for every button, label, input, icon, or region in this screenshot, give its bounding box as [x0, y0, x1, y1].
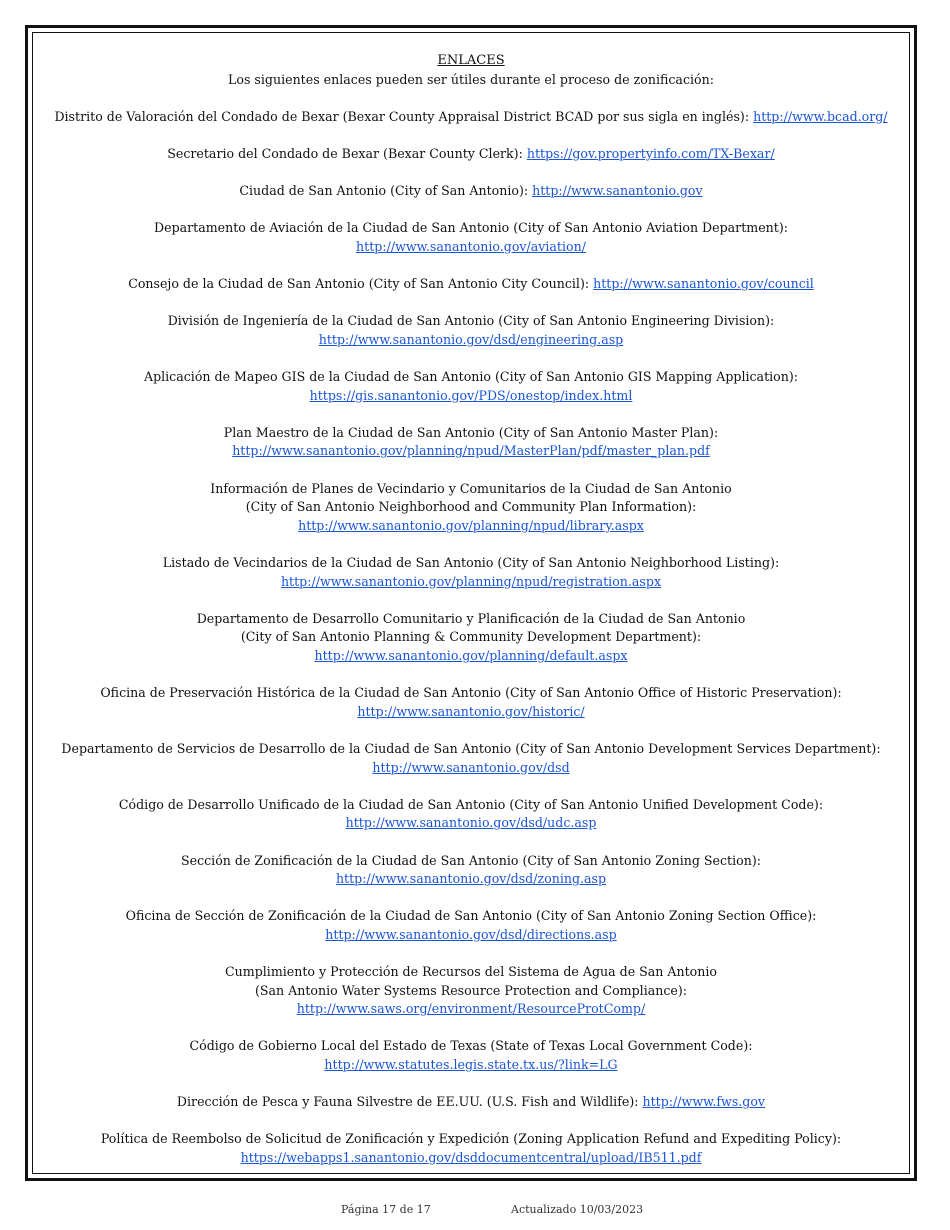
link-entry	[28, 219, 914, 256]
link-url[interactable]: http://www.sanantonio.gov/dsd/udc.asp	[345, 815, 597, 831]
link-entry-label: Oficina de Sección de Zonificación de la Ciudad de San Antonio (City of San Antonio Zoning Section Office):	[125, 908, 817, 924]
link-entry-label: Listado de Vecindarios de la Ciudad de San Antonio (City of San Antonio Neighborhood Listing):	[162, 555, 780, 571]
link-entry	[28, 907, 914, 944]
link-entry-line	[28, 852, 914, 871]
link-entry-line	[28, 554, 914, 573]
link-entry-label: Sección de Zonificación de la Ciudad de San Antonio (City of San Antonio Zoning Section):	[181, 852, 761, 868]
link-entry	[28, 796, 914, 833]
link-url[interactable]: http://www.sanantonio.gov/historic/	[357, 703, 585, 719]
page-border	[25, 25, 917, 1181]
link-url-line	[28, 517, 914, 536]
link-entry-label: Departamento de Servicios de Desarrollo de la Ciudad de San Antonio (City of San Antonio Development Services Department):	[61, 740, 881, 756]
updated-date: Actualizado 10/03/2023	[511, 1203, 644, 1216]
intro-text: Los siguientes enlaces pueden ser útiles durante el proceso de zonificación:	[228, 71, 714, 87]
link-entry-label: Código de Gobierno Local del Estado de Texas (State of Texas Local Government Code):	[189, 1038, 753, 1054]
link-entry	[28, 1037, 914, 1074]
links-section	[28, 52, 914, 1186]
link-entry-label: Política de Reembolso de Solicitud de Zonificación y Expedición (Zoning Application Refund and Expediting Policy):	[100, 1131, 842, 1147]
link-url[interactable]: http://www.sanantonio.gov/dsd/directions.asp	[325, 926, 617, 942]
page-number: Página 17 de 17	[341, 1203, 431, 1216]
link-url[interactable]: https://webapps1.sanantonio.gov/dsddocumentcentral/upload/IB511.pdf	[240, 1150, 702, 1166]
link-entry-label: (San Antonio Water Systems Resource Protection and Compliance):	[254, 982, 688, 998]
link-entry	[28, 852, 914, 889]
link-entry-label: Consejo de la Ciudad de San Antonio (City of San Antonio City Council):	[128, 276, 590, 292]
link-entry	[28, 182, 914, 201]
link-entry-line	[28, 982, 914, 1001]
link-url[interactable]: http://www.sanantonio.gov/dsd	[372, 759, 570, 775]
page-title: ENLACES	[437, 53, 505, 68]
link-entry-line	[28, 480, 914, 499]
link-entry-line	[28, 424, 914, 443]
link-entry-line	[28, 368, 914, 387]
link-entry-label: Ciudad de San Antonio (City of San Antonio):	[239, 183, 529, 199]
link-entry-label: Secretario del Condado de Bexar (Bexar County Clerk):	[167, 145, 523, 161]
link-entry-label: Aplicación de Mapeo GIS de la Ciudad de San Antonio (City of San Antonio GIS Mapping Application):	[143, 369, 799, 385]
link-url[interactable]: http://www.saws.org/environment/ResourceProtComp/	[296, 1001, 646, 1017]
link-entry-line	[28, 498, 914, 517]
link-entry-line	[28, 108, 914, 127]
link-entry-line	[28, 963, 914, 982]
link-entry	[28, 554, 914, 591]
link-url[interactable]: http://www.bcad.org/	[753, 108, 888, 124]
link-url-line	[28, 870, 914, 889]
link-entry-label: División de Ingeniería de la Ciudad de San Antonio (City of San Antonio Engineering Division):	[167, 313, 775, 329]
link-url[interactable]: https://gis.sanantonio.gov/PDS/onestop/index.html	[309, 387, 633, 403]
link-entry-label: Dirección de Pesca y Fauna Silvestre de EE.UU. (U.S. Fish and Wildlife):	[176, 1094, 639, 1110]
link-url-line	[28, 442, 914, 461]
link-entry-line	[28, 219, 914, 238]
link-entry-label: (City of San Antonio Neighborhood and Community Plan Information):	[245, 499, 697, 515]
link-url-line	[28, 703, 914, 722]
link-entry-line	[28, 610, 914, 629]
link-url-line	[28, 1149, 914, 1168]
link-url[interactable]: http://www.fws.gov	[642, 1094, 766, 1110]
link-url-line	[28, 926, 914, 945]
link-entry	[28, 610, 914, 666]
link-entry-label: Departamento de Aviación de la Ciudad de San Antonio (City of San Antonio Aviation Department):	[154, 220, 788, 236]
link-url-line	[28, 238, 914, 257]
link-url[interactable]: http://www.sanantonio.gov/planning/default.aspx	[314, 648, 628, 663]
link-entry-line	[28, 907, 914, 926]
link-entry-line	[28, 182, 914, 201]
link-url-line	[28, 387, 914, 406]
link-url[interactable]: http://www.sanantonio.gov/aviation/	[356, 238, 586, 254]
link-entry-line	[28, 628, 914, 647]
link-entry-label: Distrito de Valoración del Condado de Bexar (Bexar County Appraisal District BCAD por sus sigla en inglés):	[54, 108, 750, 124]
link-entry-line	[28, 312, 914, 331]
link-entry	[28, 1130, 914, 1167]
link-entry	[28, 312, 914, 349]
link-url[interactable]: http://www.statutes.legis.state.tx.us/?link=LG	[324, 1057, 618, 1073]
link-entry-label: Plan Maestro de la Ciudad de San Antonio (City of San Antonio Master Plan):	[223, 424, 719, 440]
link-entry-label: Información de Planes de Vecindario y Comunitarios de la Ciudad de San Antonio	[210, 480, 732, 496]
link-entry-line	[28, 684, 914, 703]
link-url[interactable]: http://www.sanantonio.gov/planning/npud/MasterPlan/pdf/master_plan.pdf	[232, 443, 710, 459]
link-url[interactable]: http://www.sanantonio.gov/planning/npud/library.aspx	[298, 517, 644, 533]
link-entry-line	[28, 796, 914, 815]
link-url-line	[28, 573, 914, 592]
link-entry	[28, 963, 914, 1019]
link-entry	[28, 145, 914, 164]
link-entry-label: Departamento de Desarrollo Comunitario y Planificación de la Ciudad de San Antonio	[196, 610, 746, 626]
link-url-line	[28, 1056, 914, 1075]
link-entry	[28, 740, 914, 777]
link-url-line	[28, 814, 914, 833]
link-entry	[28, 108, 914, 127]
links-list	[28, 108, 914, 1168]
link-url[interactable]: http://www.sanantonio.gov/council	[593, 276, 814, 292]
link-entry	[28, 424, 914, 461]
link-entry-line	[28, 740, 914, 759]
link-url-line	[28, 1000, 914, 1019]
link-entry-line	[28, 275, 914, 294]
link-url[interactable]: http://www.sanantonio.gov	[532, 183, 703, 199]
link-url-line	[28, 759, 914, 778]
link-url[interactable]: http://www.sanantonio.gov/dsd/engineering.asp	[318, 331, 624, 347]
link-entry-label: Código de Desarrollo Unificado de la Ciudad de San Antonio (City of San Antonio Unified Development Code):	[118, 796, 824, 812]
link-entry	[28, 275, 914, 294]
link-entry	[28, 684, 914, 721]
link-entry	[28, 368, 914, 405]
link-entry-label: Cumplimiento y Protección de Recursos del Sistema de Agua de San Antonio	[225, 964, 717, 980]
link-url[interactable]: http://www.sanantonio.gov/dsd/zoning.asp	[335, 871, 607, 887]
link-entry-label: (City of San Antonio Planning & Community Development Department):	[240, 629, 702, 645]
link-entry-line	[28, 1093, 914, 1112]
link-entry-line	[28, 145, 914, 164]
link-entry-label: Oficina de Preservación Histórica de la Ciudad de San Antonio (City of San Antonio Office of Historic Preservation):	[100, 685, 842, 701]
link-url[interactable]: http://www.sanantonio.gov/planning/npud/registration.aspx	[280, 573, 662, 589]
link-entry-line	[28, 1130, 914, 1149]
link-entry	[28, 1093, 914, 1112]
link-url-line	[28, 647, 914, 666]
link-url-line	[28, 331, 914, 350]
link-entry-line	[28, 1037, 914, 1056]
link-url[interactable]: https://gov.propertyinfo.com/TX-Bexar/	[526, 145, 775, 161]
link-entry	[28, 480, 914, 536]
